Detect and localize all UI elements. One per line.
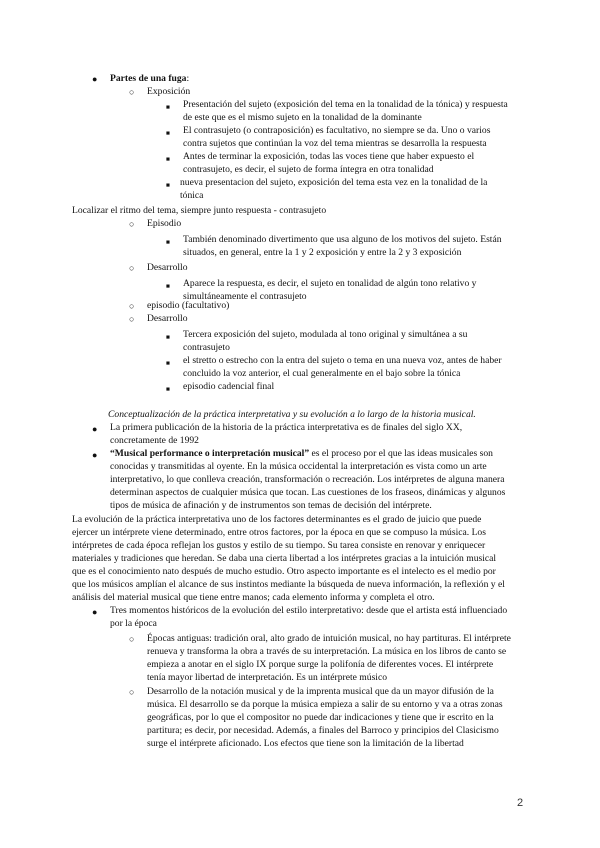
sub-2-line-3: geográficas, por lo que el compositor no puede dar indicaciones y tiene que ir escrito en la (147, 712, 494, 723)
exposicion-item-1-line-1: Presentación del sujeto (exposición del tema en la tonalidad de la tónica) y respuesta (183, 99, 508, 110)
bullet-3-line-2: por la época (110, 618, 157, 629)
exposicion-item-2-line-2: contra sujetos que continúan la voz del tema mientras se desarrolla la respuesta (183, 138, 487, 149)
sub-1-line-2: renueva y transforma la obra a través de su interpretación. La música en los libros de canto se (147, 646, 507, 657)
desarrollo-2-item-1-line-1: Tercera exposición del sujeto, modulada al tono original y simultánea a su (183, 329, 468, 340)
sub-1-line-4: tenía mayor libertad de interpretación. Es un intérprete músico (147, 672, 388, 683)
paragraph-line-2: ejercer un intérprete viene determinado, entre otros factores, por la época en que se compuso la música. Los (72, 527, 486, 538)
sub-2-line-4: partitura; es decir, por necesidad. Además, a finales del Barroco y principios del Clasicismo (147, 725, 499, 736)
sub-1-line-3: empieza a anotar en el siglo IX porque surge la polifonía de diferentes voces. El intérprete (147, 659, 494, 670)
hollow-bullet-icon: ○ (129, 263, 135, 273)
bullet-2-line-5: tipos de música de afinación y de instrumentos son temas de decisión del intérprete. (110, 500, 432, 511)
paragraph-line-5: que es el conocimiento nato después de mucho estudio. Otro aspecto importante es el intelecto es el medio por (72, 566, 496, 577)
episodio-title: Episodio (147, 218, 182, 229)
fugue-parts-heading-bold: Partes de una fuga (110, 73, 187, 84)
fugue-parts-heading (110, 72, 189, 85)
desarrollo-2-item-2-line-1: el stretto o estrecho con la entra del sujeto o tema en una nueva voz, antes de haber (183, 355, 502, 366)
episodio-item-1-line-1: También denominado divertimento que usa alguno de los motivos del sujeto. Están (183, 234, 502, 245)
square-bullet-icon: ■ (166, 156, 170, 163)
square-bullet-icon: ■ (166, 334, 170, 341)
square-bullet-icon: ■ (166, 130, 170, 137)
bullet-2-line-1 (110, 447, 493, 460)
hollow-bullet-icon: ○ (129, 87, 135, 97)
paragraph-line-4: materiales y tradiciones que heredan. Se daba una cierta libertad a los intérpretes gracias a la intuición musical (72, 553, 497, 564)
episodio-facultativo-title: episodio (facultativo) (147, 300, 230, 311)
desarrollo-1-item-1-line-1: Aparece la respuesta, es decir, el sujeto en tonalidad de algún tono relativo y (183, 278, 477, 289)
exposicion-item-1-line-2: de este que es el mismo sujeto en la tonalidad de la dominante (183, 112, 422, 123)
bullet-icon: ● (92, 424, 98, 434)
bullet-3-line-1: Tres momentos históricos de la evolución del estilo interpretativo: desde que el artista está influenciado (110, 605, 508, 616)
exposicion-item-4-line-1: nueva presentacion del sujeto, exposición del tema esta vez en la tonalidad de la (180, 177, 488, 188)
bullet-2-bold-term: “Musical performance o interpretación musical” (110, 448, 310, 459)
desarrollo-2-title: Desarrollo (147, 313, 188, 324)
localizar-note: Localizar el ritmo del tema, siempre junto respuesta - contrasujeto (72, 205, 327, 216)
desarrollo-1-item-1-line-2: simultáneamente el contrasujeto (183, 291, 307, 302)
exposicion-title: Exposición (147, 86, 191, 97)
hollow-bullet-icon: ○ (129, 301, 135, 311)
hollow-bullet-icon: ○ (129, 314, 135, 324)
bullet-1-line-2: concretamente de 1992 (110, 435, 199, 446)
page-number: 2 (517, 797, 524, 809)
square-bullet-icon: ■ (166, 239, 170, 246)
exposicion-item-3-line-1: Antes de terminar la exposición, todas las voces tiene que haber expuesto el (183, 151, 475, 162)
exposicion-item-3-line-2: contrasujeto, es decir, el sujeto de forma íntegra en otra tonalidad (183, 164, 434, 175)
sub-2-line-1: Desarrollo de la notación musical y de la imprenta musical que da un mayor difusión de la (147, 686, 494, 697)
section-2-title: Conceptualización de la práctica interpretativa y su evolución a lo largo de la historia musical. (108, 409, 476, 420)
paragraph-line-6: que los músicos amplían el alcance de sus instintos mediante la búsqueda de nueva información, la reflexión y el (72, 579, 505, 590)
paragraph-line-3: intérpretes de cada época reflejan los gustos y estilo de su tiempo. Su tarea consiste en renovar y enriquecer (72, 540, 486, 551)
bullet-2-line-3: interpretativo, lo que conlleva creación, transformación o recreación. Los intérpretes de alguna manera (110, 474, 505, 485)
bullet-icon: ● (92, 607, 98, 617)
bullet-1-line-1: La primera publicación de la historia de la práctica interpretativa es de finales del siglo XX, (110, 422, 463, 433)
desarrollo-2-item-3: episodio cadencial final (183, 381, 275, 392)
paragraph-line-7: análisis del material musical que tiene entre manos; cada elemento informa y completa el otro. (72, 592, 435, 603)
hollow-bullet-icon: ○ (129, 687, 135, 697)
desarrollo-1-title: Desarrollo (147, 262, 188, 273)
fugue-parts-heading-colon: : (186, 73, 190, 84)
square-bullet-icon: ■ (166, 104, 170, 111)
desarrollo-2-item-2-line-2: concluido la voz anterior, el cual generalmente en el bajo sobre la tónica (183, 368, 461, 379)
bullet-2-line-4: determinan aspectos de cualquier música que tocan. Las cuestiones de los fraseos, dinámicas y algunos (110, 487, 506, 498)
exposicion-item-2-line-1: El contrasujeto (o contraposición) es facultativo, no siempre se da. Uno o varios (183, 125, 491, 136)
bullet-icon: ● (92, 74, 98, 84)
square-bullet-icon: ■ (166, 360, 170, 367)
square-bullet-icon: ■ (166, 182, 170, 189)
hollow-bullet-icon: ○ (129, 219, 135, 229)
bullet-2-line-2: conocidas y transmitidas al oyente. En la música occidental la interpretación es vista como un arte (110, 461, 487, 472)
square-bullet-icon: ■ (166, 283, 170, 290)
desarrollo-2-item-1-line-2: contrasujeto (183, 342, 230, 353)
hollow-bullet-icon: ○ (129, 634, 135, 644)
square-bullet-icon: ■ (166, 386, 170, 393)
sub-1-line-1: Épocas antiguas: tradición oral, alto grado de intuición musical, no hay partituras. El intérprete (147, 633, 511, 644)
exposicion-item-4-line-2: tónica (180, 190, 204, 201)
bullet-icon: ● (92, 450, 98, 460)
sub-2-line-2: música. El desarrollo se da porque la música empieza a salir de su entorno y va a otras zonas (147, 699, 503, 710)
bullet-2-first-rest: es el proceso por el que las ideas musicales son (309, 448, 493, 459)
paragraph-line-1: La evolución de la práctica interpretativa uno de los factores determinantes es el grado de juicio que puede (72, 514, 482, 525)
episodio-item-1-line-2: situados, en general, entre la 1 y 2 exposición y entre la 2 y 3 exposición (183, 247, 462, 258)
sub-2-line-5: surge el intérprete aficionado. Los efectos que tiene son la limitación de la libertad (147, 738, 464, 749)
